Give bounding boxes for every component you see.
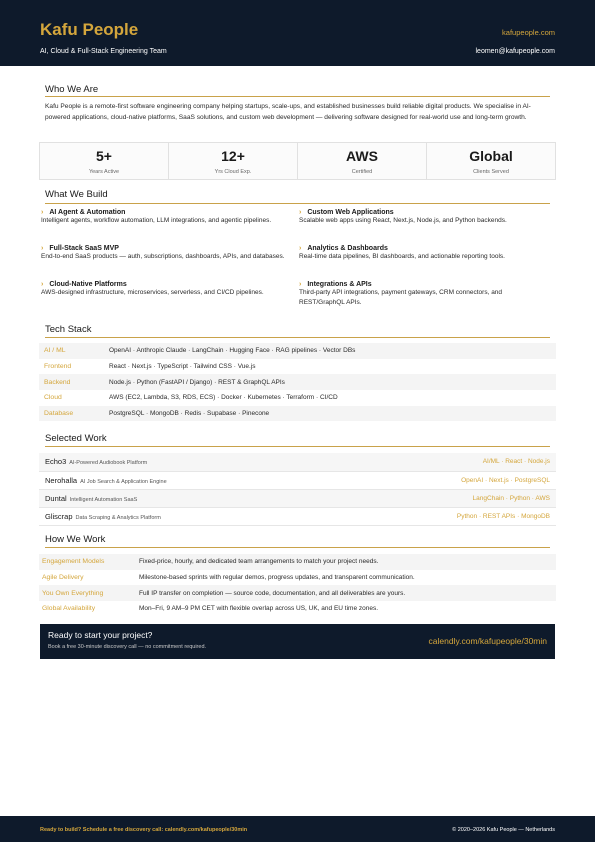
website-link[interactable]: kafupeople.com	[502, 28, 555, 37]
chevron-right-icon: ›	[299, 281, 302, 288]
service-title-text: Cloud-Native Platforms	[49, 281, 127, 288]
stat-card	[298, 143, 427, 179]
tech-items: OpenAI · Anthropic Claude · LangChain · Hugging Face · RAG pipelines · Vector DBs	[109, 347, 356, 355]
tech-category: Frontend	[44, 363, 72, 371]
service-title-text: Custom Web Applications	[307, 209, 394, 216]
chevron-right-icon: ›	[41, 209, 44, 216]
service-desc: Scalable web apps using React, Next.js, Node.js, and Python backends.	[299, 217, 507, 224]
email-link[interactable]: leomen@kafupeople.com	[475, 48, 555, 55]
tech-items: AWS (EC2, Lambda, S3, RDS, ECS) · Docker · Kubernetes · Terraform · CI/CD	[109, 394, 338, 402]
service-desc: Intelligent agents, workflow automation, LLM integrations, and agentic pipelines.	[41, 217, 272, 224]
booking-link[interactable]: calendly.com/kafupeople/30min	[428, 636, 547, 646]
section-title-how: How We Work	[45, 534, 106, 545]
selected-work-table	[39, 453, 556, 526]
table-row	[39, 507, 556, 525]
chevron-right-icon: ›	[299, 209, 302, 216]
service-title	[41, 281, 291, 288]
stat-card	[169, 143, 298, 179]
tech-stack-table	[39, 343, 556, 421]
stat-card	[427, 143, 555, 179]
service-item	[299, 281, 549, 307]
how-value: Fixed-price, hourly, and dedicated team arrangements to match your project needs.	[139, 558, 379, 566]
service-title-text: AI Agent & Automation	[49, 209, 126, 216]
stat-value: Global	[469, 148, 513, 164]
tech-category: AI / ML	[44, 347, 66, 355]
table-row	[39, 585, 556, 601]
table-row	[39, 374, 556, 390]
service-item	[41, 281, 291, 298]
cta-banner	[40, 624, 555, 659]
how-value: Full IP transfer on completion — source code, documentation, and all deliverables are yours.	[139, 589, 406, 597]
service-desc: Third-party API integrations, payment gateways, CRM connectors, and REST/GraphQL APIs.	[299, 289, 503, 306]
table-row	[39, 601, 556, 617]
section-divider	[45, 337, 550, 338]
service-title	[299, 209, 549, 216]
project-desc: Intelligent Automation SaaS	[69, 496, 138, 503]
cta-subtitle: Book a free 30-minute discovery call — no commitment required.	[48, 644, 207, 650]
how-key: Engagement Models	[42, 558, 105, 566]
section-title-about: Who We Are	[45, 84, 99, 95]
tech-items: Node.js · Python (FastAPI / Django) · REST & GraphQL APIs	[109, 378, 285, 386]
stat-label: Years Active	[88, 169, 120, 175]
service-title	[299, 281, 549, 288]
service-item	[41, 245, 291, 262]
stat-value: AWS	[346, 148, 378, 164]
section-title-services: What We Build	[45, 189, 108, 200]
stats-strip	[39, 142, 556, 180]
section-title-work: Selected Work	[45, 433, 107, 444]
project-stack: AI/ML · React · Node.js	[482, 458, 550, 466]
table-row	[39, 406, 556, 422]
tech-category: Backend	[44, 378, 71, 386]
project-stack: OpenAI · Next.js · PostgreSQL	[461, 476, 550, 484]
service-title	[41, 209, 291, 216]
table-row	[39, 343, 556, 359]
section-divider	[45, 96, 550, 97]
cta-title: Ready to start your project?	[48, 630, 153, 640]
stat-value: 12+	[221, 148, 245, 164]
how-key: Agile Delivery	[42, 574, 84, 582]
project-stack: Python · REST APIs · MongoDB	[456, 512, 550, 520]
footer-copyright: © 2020–2026 Kafu People — Netherlands	[452, 827, 555, 833]
service-desc: Real-time data pipelines, BI dashboards, and actionable reporting tools.	[299, 253, 505, 260]
tech-items: React · Next.js · TypeScript · Tailwind CSS · Vue.js	[109, 363, 256, 371]
table-row	[39, 390, 556, 406]
section-divider	[45, 203, 550, 204]
section-title-tech: Tech Stack	[45, 324, 92, 335]
chevron-right-icon: ›	[299, 245, 302, 252]
header-bar	[0, 0, 595, 66]
project-stack: LangChain · Python · AWS	[472, 494, 550, 502]
brand-name: Kafu People	[40, 20, 139, 39]
how-value: Milestone-based sprints with regular demos, progress updates, and transparent communication.	[139, 574, 415, 582]
project-name: Gliscrap	[45, 511, 73, 521]
tech-items: PostgreSQL · MongoDB · Redis · Supabase · Pinecone	[109, 410, 270, 418]
about-text: Kafu People is a remote-first software engineering company helping startups, scale-ups, and established businesses build reliable digital products. We specialise in AI-powered applications, cloud-native platforms, SaaS solutions, and custom web development — delivering software designed for real-world use and long-term growth.	[45, 103, 531, 121]
service-title-text: Analytics & Dashboards	[307, 245, 388, 252]
service-title-text: Full-Stack SaaS MVP	[49, 245, 119, 252]
project-name: Echo3	[45, 457, 67, 467]
project-desc: AI Job Search & Application Engine	[80, 478, 167, 485]
service-desc: AWS-designed infrastructure, microservices, serverless, and CI/CD pipelines.	[41, 289, 264, 296]
table-row	[39, 453, 556, 471]
how-key: Global Availability	[42, 605, 96, 613]
tech-category: Database	[44, 410, 74, 418]
stat-card	[40, 143, 169, 179]
footer-cta[interactable]: Ready to build? Schedule a free discovery call: calendly.com/kafupeople/30min	[40, 827, 248, 833]
service-item	[299, 245, 549, 262]
project-desc: AI-Powered Audiobook Platform	[69, 460, 148, 467]
section-divider	[45, 446, 550, 447]
stat-label: Yrs Cloud Exp.	[214, 169, 252, 175]
service-title	[41, 245, 291, 252]
how-key: You Own Everything	[42, 589, 104, 597]
table-row	[39, 359, 556, 375]
table-row	[39, 554, 556, 570]
service-title-text: Integrations & APIs	[307, 281, 372, 288]
chevron-right-icon: ›	[41, 245, 44, 252]
project-name: Nerohalla	[45, 475, 78, 485]
tagline: AI, Cloud & Full-Stack Engineering Team	[40, 48, 167, 55]
tech-category: Cloud	[44, 394, 62, 402]
stat-label: Certified	[351, 169, 373, 175]
footer-bar	[0, 816, 595, 842]
service-title	[299, 245, 549, 252]
service-item	[41, 209, 291, 226]
stat-value: 5+	[96, 148, 112, 164]
table-row	[39, 489, 556, 507]
section-divider	[45, 547, 550, 548]
table-row	[39, 471, 556, 489]
table-row	[39, 570, 556, 586]
how-we-work-table	[39, 554, 556, 617]
service-desc: End-to-end SaaS products — auth, subscriptions, dashboards, APIs, and databases.	[41, 253, 285, 260]
stat-label: Clients Served	[473, 169, 509, 175]
service-item	[299, 209, 549, 226]
how-value: Mon–Fri, 9 AM–9 PM CET with flexible overlap across US, UK, and EU time zones.	[139, 605, 379, 613]
project-desc: Data Scraping & Analytics Platform	[75, 514, 161, 521]
project-name: Duntal	[45, 493, 67, 503]
chevron-right-icon: ›	[41, 281, 44, 288]
